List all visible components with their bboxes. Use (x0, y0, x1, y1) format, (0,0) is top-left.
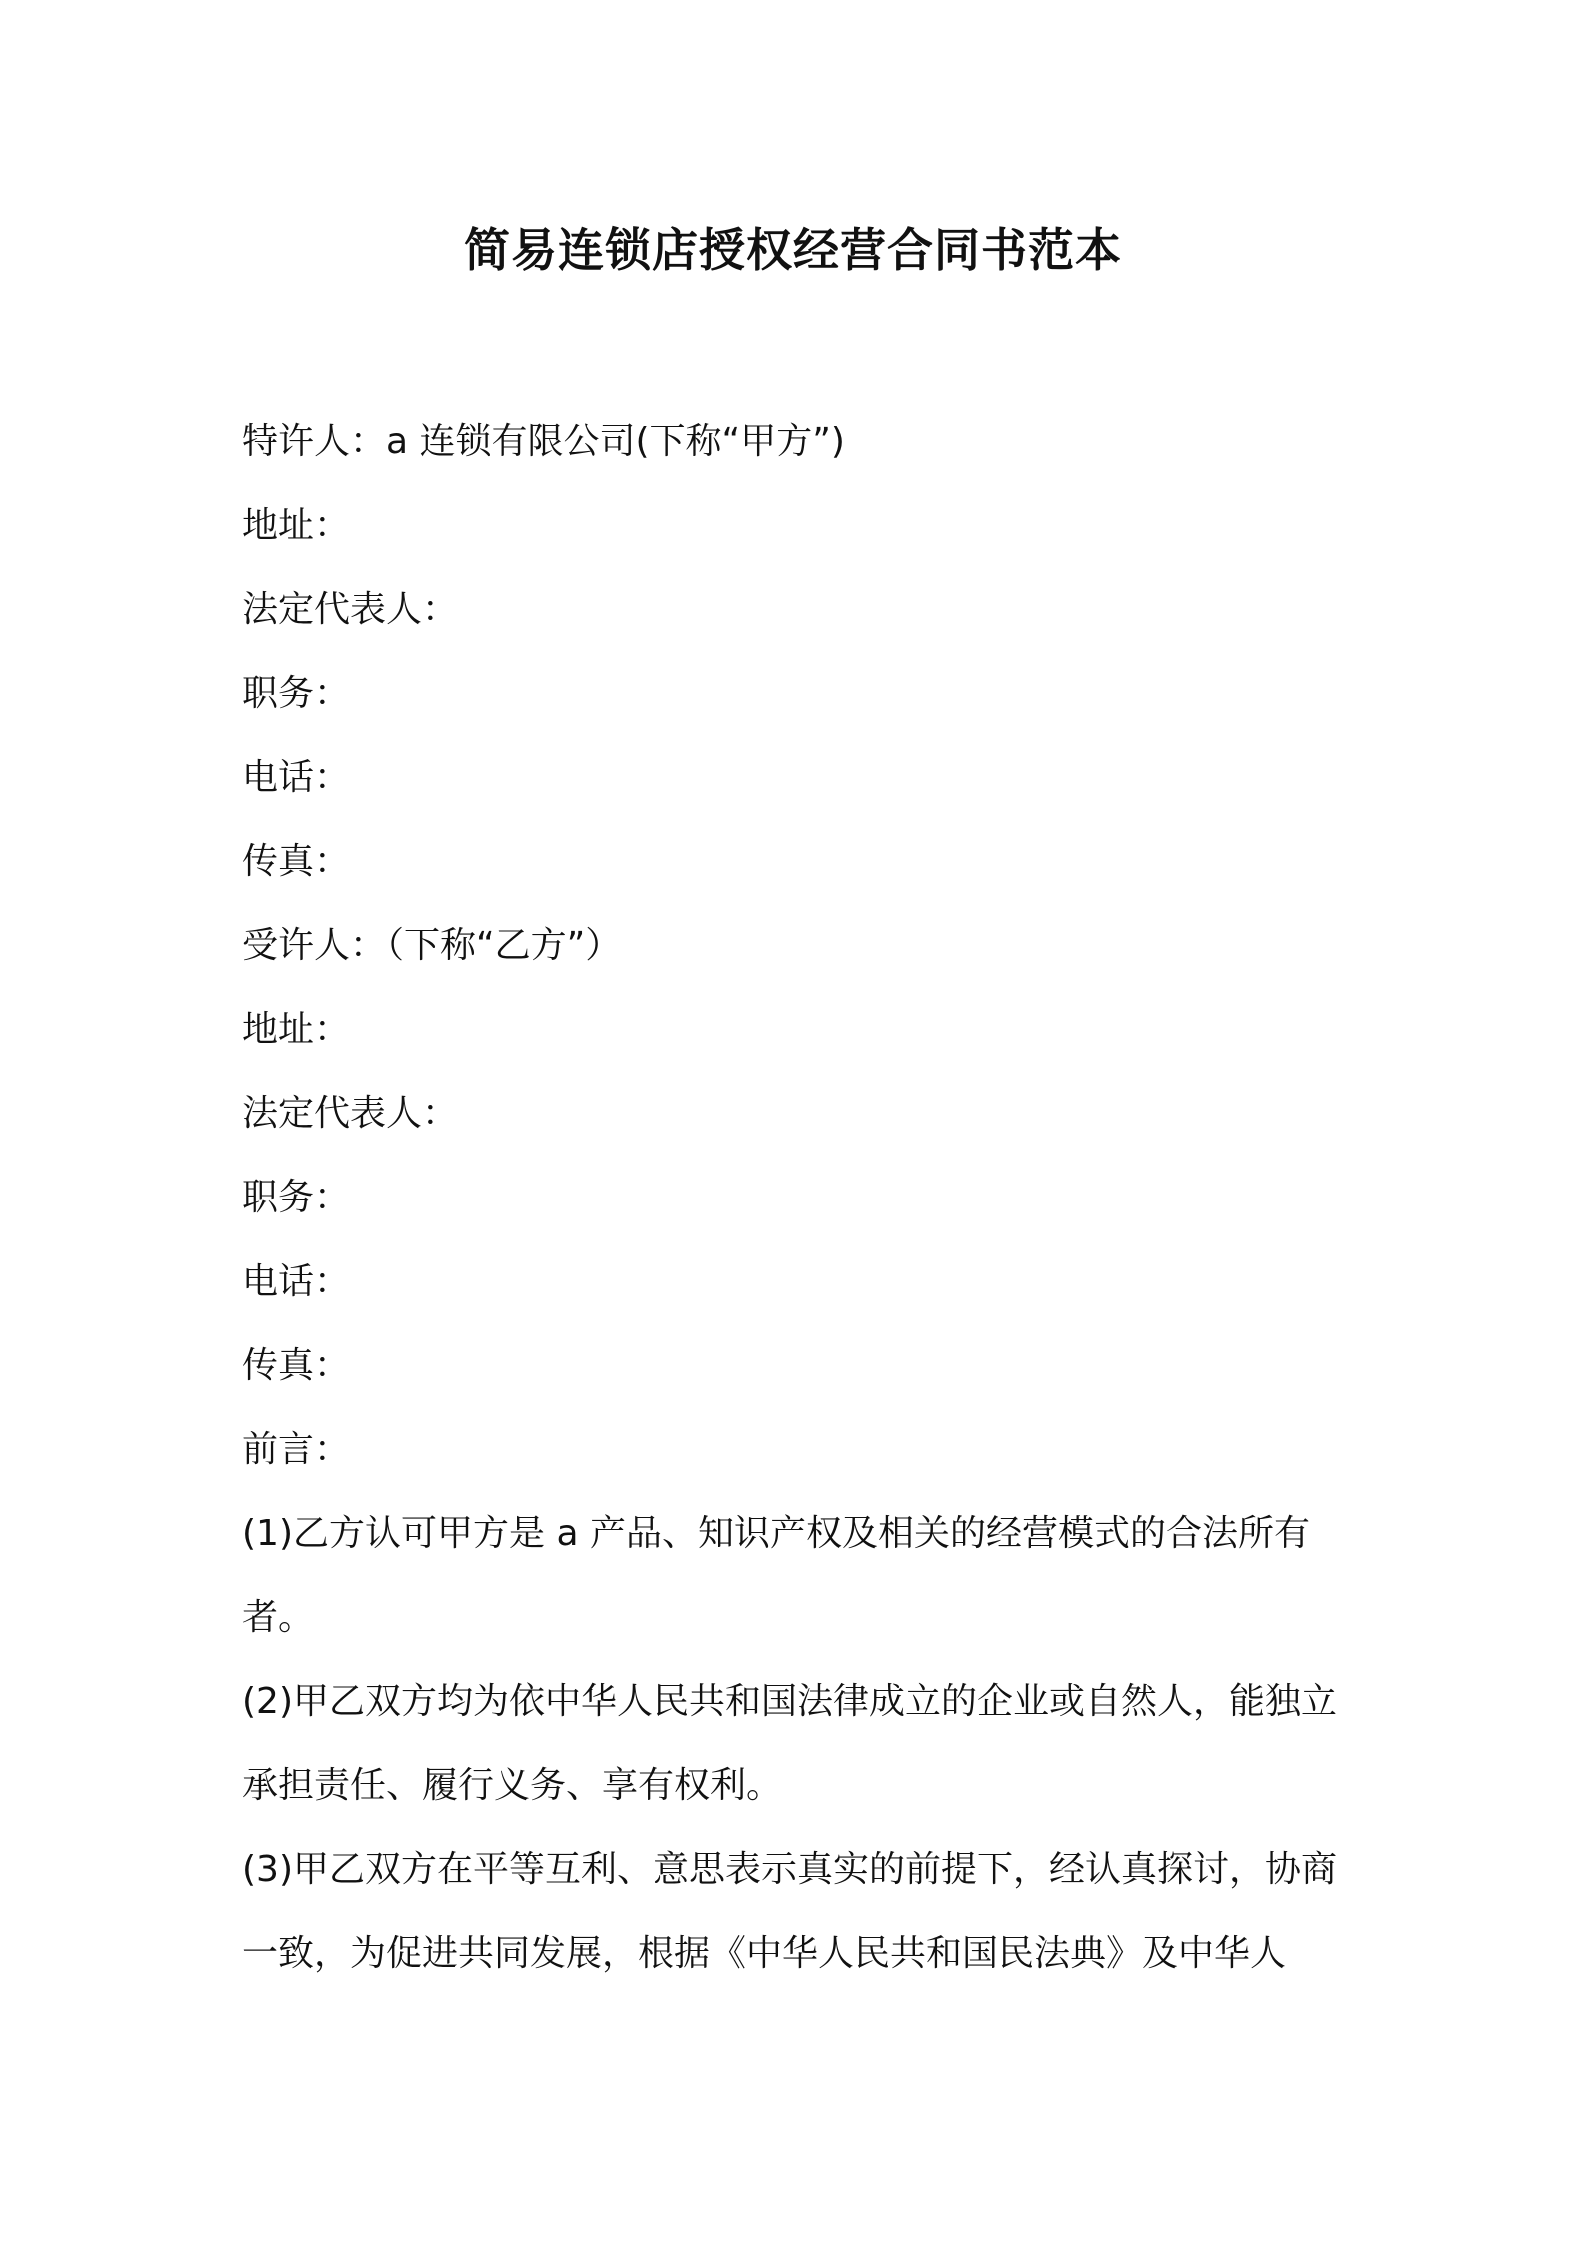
party-b-position: 职务： (242, 1177, 351, 1218)
party-b-franchisee: 受许人：（下称“乙方”） (242, 925, 622, 966)
document-title: 简易连锁店授权经营合同书范本 (464, 223, 1122, 277)
party-b-legal-rep: 法定代表人： (242, 1093, 459, 1134)
party-b-phone: 电话： (242, 1261, 351, 1302)
preface-heading: 前言： (242, 1429, 351, 1470)
party-a-legal-rep: 法定代表人： (242, 589, 459, 630)
party-a-franchisor: 特许人：a 连锁有限公司(下称“甲方”) (242, 421, 845, 462)
party-a-fax: 传真： (242, 841, 351, 882)
preface-item-2: (2)甲乙双方均为依中华人民共和国法律成立的企业或自然人，能独立承担责任、履行义务、享有权利。 (242, 1681, 1337, 1806)
document-body (242, 400, 1362, 1996)
party-a-position: 职务： (242, 673, 351, 714)
preface-item-1: (1)乙方认可甲方是 a 产品、知识产权及相关的经营模式的合法所有者。 (242, 1513, 1310, 1638)
party-b-fax: 传真： (242, 1345, 351, 1386)
party-a-address: 地址： (242, 505, 351, 546)
preface-item-3: (3)甲乙双方在平等互利、意思表示真实的前提下，经认真探讨，协商一致，为促进共同发展，根据《中华人民共和国民法典》及中华人 (242, 1849, 1337, 1974)
party-a-phone: 电话： (242, 757, 351, 798)
party-b-address: 地址： (242, 1009, 351, 1050)
